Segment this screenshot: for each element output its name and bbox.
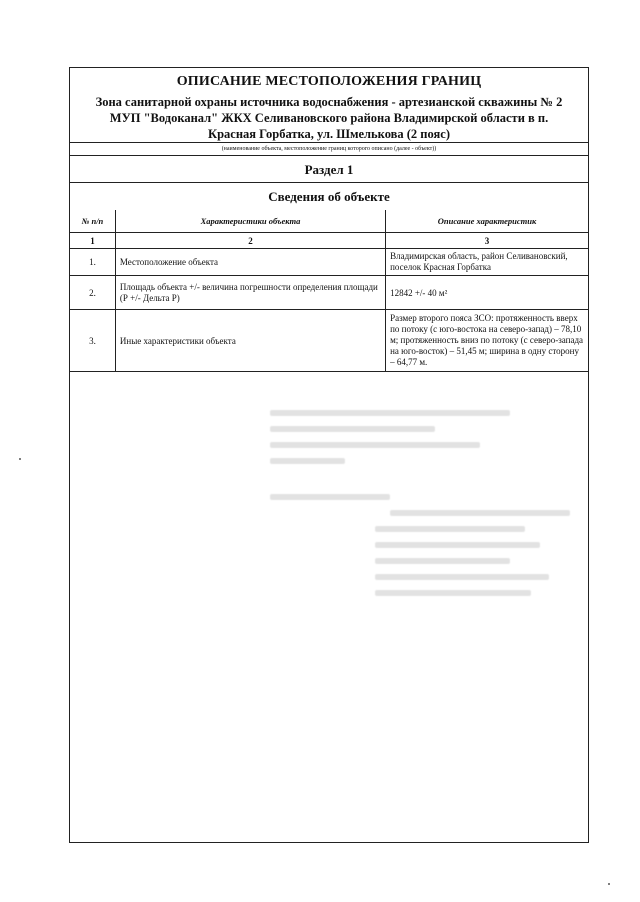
table-row: [70, 276, 588, 310]
object-info-table: [70, 210, 588, 372]
table-row: [70, 310, 588, 372]
row-characteristic: Площадь объекта +/- величина погрешности определения площади (Р +/- Дельта Р): [115, 276, 385, 310]
scan-speck: [608, 883, 610, 885]
column-number-2: 2: [115, 233, 385, 249]
subject-line-3: Красная Горбатка, ул. Шмелькова (2 пояс): [208, 127, 450, 141]
table-header-row: [70, 210, 588, 233]
title-block: [70, 68, 588, 143]
row-description: 12842 +/- 40 м²: [386, 276, 588, 310]
row-characteristic: Иные характеристики объекта: [115, 310, 385, 372]
document-subject: [70, 94, 588, 142]
header-description: Описание характеристик: [386, 210, 588, 233]
document-frame: [69, 67, 589, 843]
column-number-3: 3: [386, 233, 588, 249]
row-characteristic: Местоположение объекта: [115, 249, 385, 276]
header-number: № п/п: [70, 210, 115, 233]
subject-line-1: Зона санитарной охраны источника водоснабжения - артезианской скважины № 2: [95, 95, 563, 109]
scan-speck: [19, 458, 21, 460]
column-number-row: [70, 233, 588, 249]
row-description: Владимирская область, район Селивановский, поселок Красная Горбатка: [386, 249, 588, 276]
info-heading: Сведения об объекте: [268, 189, 390, 204]
section-heading: Раздел 1: [70, 156, 588, 183]
column-number-1: 1: [70, 233, 115, 249]
header-characteristic: Характеристики объекта: [115, 210, 385, 233]
object-caption: (наименование объекта, местоположение границ которого описано (далее - объект)): [70, 143, 588, 156]
row-number: 3.: [70, 310, 115, 372]
row-number: 1.: [70, 249, 115, 276]
subject-line-2: МУП "Водоканал" ЖКХ Селивановского района Владимирской области в п.: [109, 111, 549, 125]
document-title: ОПИСАНИЕ МЕСТОПОЛОЖЕНИЯ ГРАНИЦ: [176, 74, 482, 89]
row-number: 2.: [70, 276, 115, 310]
row-description: Размер второго пояса ЗСО: протяженность вверх по потоку (с юго-востока на северо-запад) – 78,10 м; протяженность вниз по потоку (с северо-запада на юго-восток) – 51,45 м; ширина в одну сторону – 64,77 м.: [386, 310, 588, 372]
table-row: [70, 249, 588, 276]
